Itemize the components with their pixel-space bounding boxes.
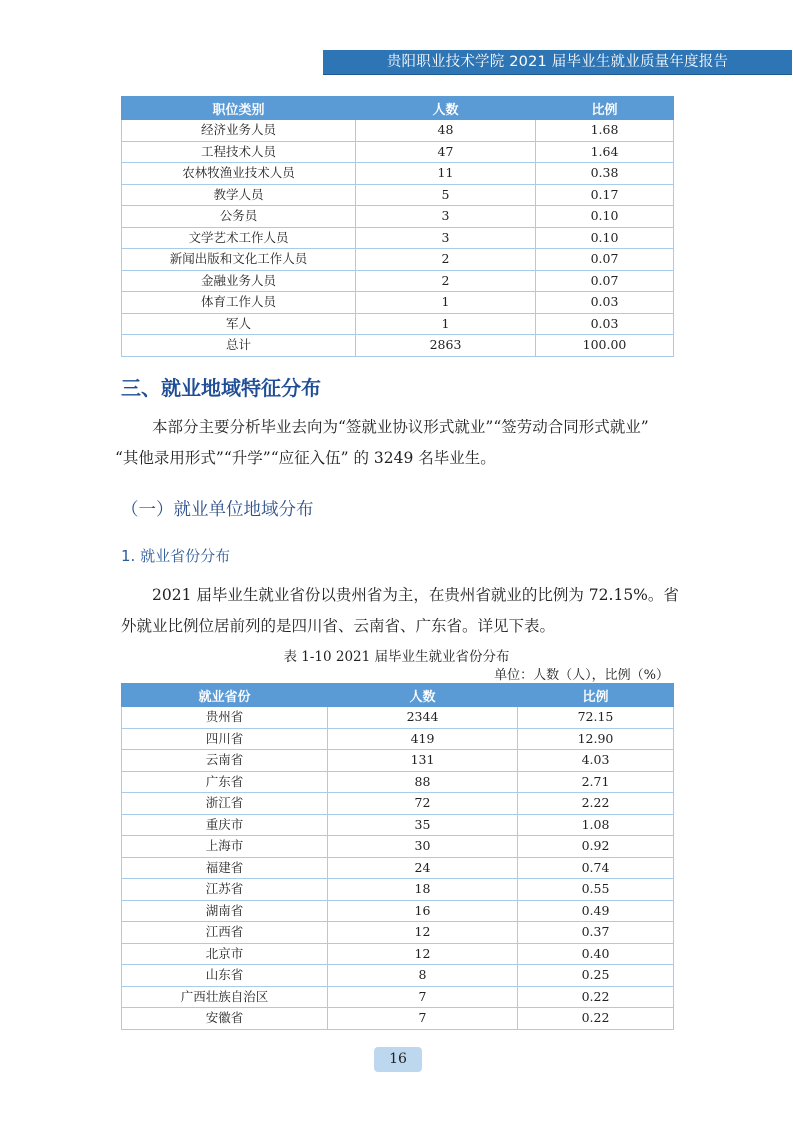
table-cell: 0.40 (518, 943, 674, 965)
table-caption: 表 1-10 2021 届毕业生就业省份分布 (283, 649, 510, 665)
table-cell: 贵州省 (122, 707, 328, 729)
table-cell: 1.08 (518, 814, 674, 836)
table-row (122, 292, 674, 314)
table-cell: 军人 (122, 313, 356, 335)
table-cell: 湖南省 (122, 900, 328, 922)
table-row (122, 335, 674, 357)
table-row (122, 184, 674, 206)
table-row (122, 141, 674, 163)
table-cell: 公务员 (122, 206, 356, 228)
table-cell: 0.55 (518, 879, 674, 901)
table-cell: 3 (356, 206, 536, 228)
table-cell: 30 (328, 836, 518, 858)
table-cell: 广西壮族自治区 (122, 986, 328, 1008)
table-cell: 11 (356, 163, 536, 185)
table-cell: 72 (328, 793, 518, 815)
table-row (122, 227, 674, 249)
table-cell: 0.07 (536, 270, 674, 292)
table-cell: 1 (356, 292, 536, 314)
report-title: 贵阳职业技术学院 2021 届毕业生就业质量年度报告 (386, 54, 729, 70)
table-cell: 1.64 (536, 141, 674, 163)
table-row (122, 120, 674, 142)
table-cell: 新闻出版和文化工作人员 (122, 249, 356, 271)
table-cell: 4.03 (518, 750, 674, 772)
table-cell: 0.37 (518, 922, 674, 944)
intro-line: “其他录用形式”“升学”“应征入伍” 的 3249 名毕业生。 (115, 449, 496, 467)
table-cell: 5 (356, 184, 536, 206)
table-cell: 0.03 (536, 313, 674, 335)
intro-line: 本部分主要分析毕业去向为“签就业协议形式就业”“签劳动合同形式就业” (152, 418, 649, 436)
table-row (122, 943, 674, 965)
table-cell: 88 (328, 771, 518, 793)
table-cell: 8 (328, 965, 518, 987)
table-cell: 四川省 (122, 728, 328, 750)
table-cell: 72.15 (518, 707, 674, 729)
table-cell: 山东省 (122, 965, 328, 987)
table-cell: 金融业务人员 (122, 270, 356, 292)
table-cell: 16 (328, 900, 518, 922)
table-cell: 0.38 (536, 163, 674, 185)
table-row (122, 313, 674, 335)
table-cell: 47 (356, 141, 536, 163)
table-cell: 工程技术人员 (122, 141, 356, 163)
table-cell: 福建省 (122, 857, 328, 879)
table-cell: 浙江省 (122, 793, 328, 815)
table-cell: 0.74 (518, 857, 674, 879)
table-cell: 24 (328, 857, 518, 879)
table-cell: 农林牧渔业技术人员 (122, 163, 356, 185)
paragraph-line: 外就业比例位居前列的是四川省、云南省、广东省。详见下表。 (121, 617, 556, 635)
table-cell: 广东省 (122, 771, 328, 793)
table-cell: 总计 (122, 335, 356, 357)
table-cell: 0.22 (518, 1008, 674, 1030)
table-cell: 18 (328, 879, 518, 901)
table-cell: 2 (356, 270, 536, 292)
table-row (122, 857, 674, 879)
table-cell: 0.25 (518, 965, 674, 987)
table-cell: 2863 (356, 335, 536, 357)
table-cell: 北京市 (122, 943, 328, 965)
table-row (122, 879, 674, 901)
column-header: 职位类别 (122, 97, 356, 120)
table-cell: 0.17 (536, 184, 674, 206)
table-cell: 48 (356, 120, 536, 142)
table-cell: 云南省 (122, 750, 328, 772)
column-header: 比例 (518, 684, 674, 707)
table-cell: 教学人员 (122, 184, 356, 206)
table-cell: 35 (328, 814, 518, 836)
column-header: 人数 (328, 684, 518, 707)
province-paragraph (121, 580, 681, 642)
column-header: 人数 (356, 97, 536, 120)
table-row (122, 728, 674, 750)
table-row (122, 249, 674, 271)
table-cell: 3 (356, 227, 536, 249)
paragraph-line: 2021 届毕业生就业省份以贵州省为主，在贵州省就业的比例为 72.15%。省 (152, 586, 679, 604)
table-cell: 12 (328, 943, 518, 965)
table-cell: 2 (356, 249, 536, 271)
unit-note: 单位：人数（人），比例（%） (494, 668, 669, 683)
table-row (122, 750, 674, 772)
table-cell: 0.03 (536, 292, 674, 314)
table-cell: 0.49 (518, 900, 674, 922)
table-cell: 安徽省 (122, 1008, 328, 1030)
table-cell: 100.00 (536, 335, 674, 357)
table-cell: 0.92 (518, 836, 674, 858)
table-cell: 12 (328, 922, 518, 944)
table-cell: 江西省 (122, 922, 328, 944)
table-cell: 0.07 (536, 249, 674, 271)
table-row (122, 965, 674, 987)
table-cell: 经济业务人员 (122, 120, 356, 142)
table-cell: 1 (356, 313, 536, 335)
section-heading: 三、就业地域特征分布 (121, 376, 321, 400)
table-cell: 419 (328, 728, 518, 750)
column-header: 比例 (536, 97, 674, 120)
table-cell: 2.71 (518, 771, 674, 793)
table-header-row (122, 684, 674, 707)
table-row (122, 270, 674, 292)
table-cell: 2344 (328, 707, 518, 729)
table-row (122, 163, 674, 185)
table-cell: 上海市 (122, 836, 328, 858)
table-row (122, 814, 674, 836)
table-cell: 0.10 (536, 227, 674, 249)
table-cell: 7 (328, 1008, 518, 1030)
page-number: 16 (374, 1047, 422, 1072)
table-cell: 0.22 (518, 986, 674, 1008)
table-cell: 12.90 (518, 728, 674, 750)
table-cell: 131 (328, 750, 518, 772)
table-cell: 重庆市 (122, 814, 328, 836)
table-row (122, 836, 674, 858)
table-row (122, 771, 674, 793)
table-row (122, 707, 674, 729)
table-row (122, 206, 674, 228)
table-cell: 0.10 (536, 206, 674, 228)
table-cell: 文学艺术工作人员 (122, 227, 356, 249)
table-cell: 1.68 (536, 120, 674, 142)
table-header-row (122, 97, 674, 120)
report-header-bar (323, 50, 792, 75)
sub-subsection-heading: 1. 就业省份分布 (121, 547, 231, 565)
table-cell: 7 (328, 986, 518, 1008)
province-table (121, 683, 674, 1030)
table-row (122, 1008, 674, 1030)
table-row (122, 922, 674, 944)
table-cell: 2.22 (518, 793, 674, 815)
column-header: 就业省份 (122, 684, 328, 707)
subsection-heading: （一）就业单位地域分布 (121, 500, 314, 520)
table-row (122, 793, 674, 815)
table-cell: 体育工作人员 (122, 292, 356, 314)
table-row (122, 900, 674, 922)
intro-paragraph (115, 412, 681, 474)
occupation-table (121, 96, 674, 357)
table-cell: 江苏省 (122, 879, 328, 901)
table-row (122, 986, 674, 1008)
